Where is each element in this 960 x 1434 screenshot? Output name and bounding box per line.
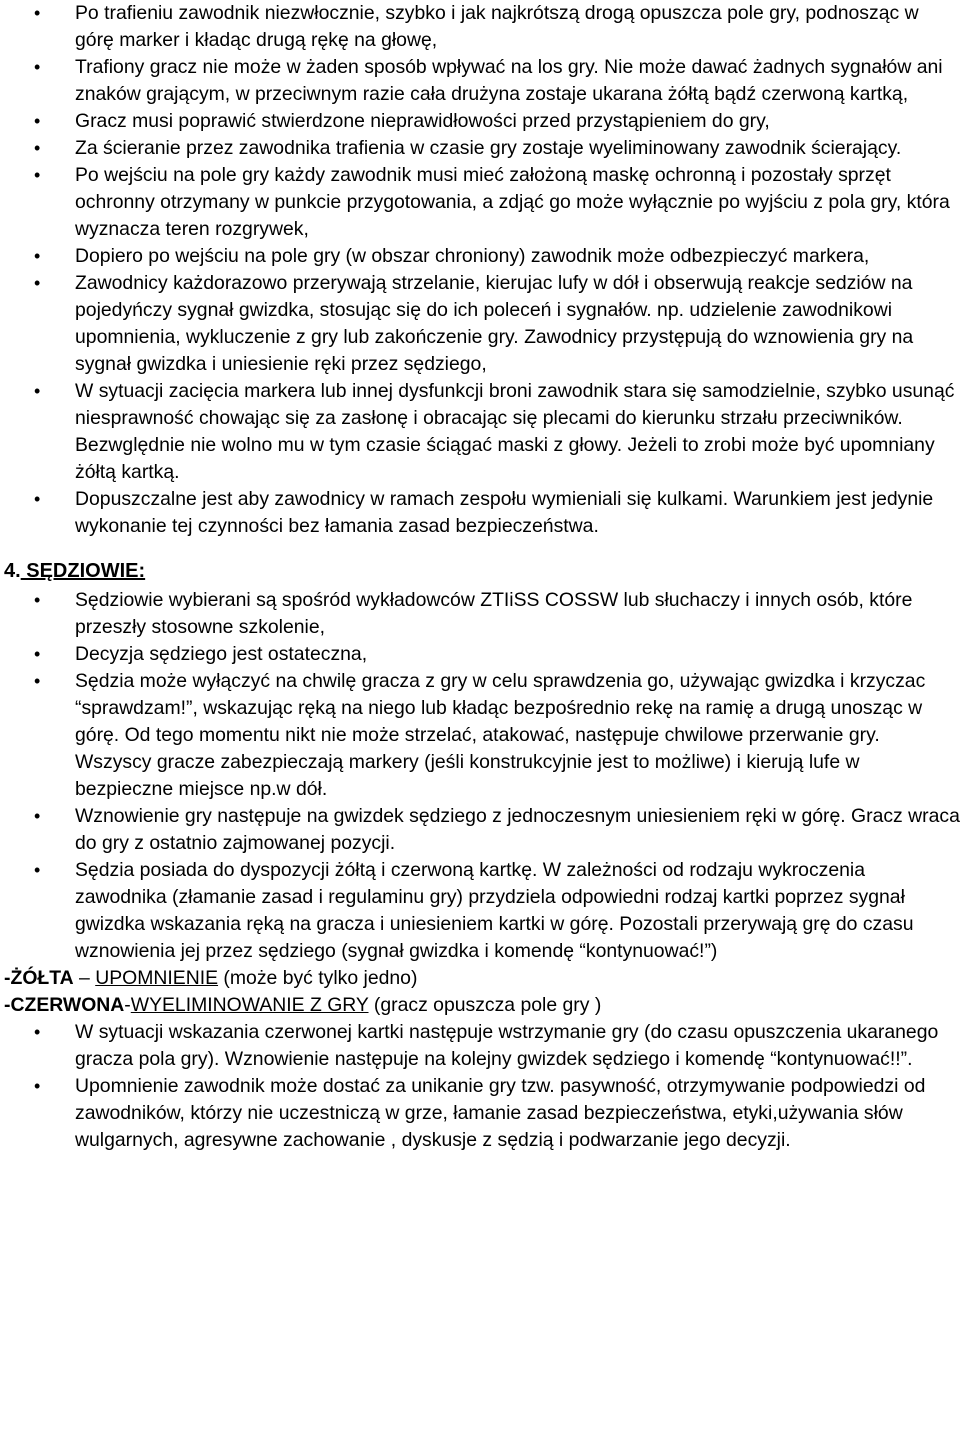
red-card-meaning: WYELIMINOWANIE Z GRY: [130, 994, 369, 1016]
list-item: • Po trafieniu zawodnik niezwłocznie, szybko i jak najkrótszą drogą opuszcza pole gry, podnosząc w górę marker i kładąc drugą rękę na głowę,: [0, 0, 960, 54]
section-heading: [4, 558, 960, 584]
referee-rules-list: [0, 587, 960, 965]
red-card-label: CZERWONA: [10, 994, 125, 1016]
list-item: • Sędziowie wybierani są spośród wykładowców ZTIiSS COSSW lub słuchaczy i innych osób, które przeszły stosowne szkolenie,: [0, 587, 960, 641]
list-item: • Trafiony gracz nie może w żaden sposób wpływać na los gry. Nie może dawać żadnych sygnałów ani znaków grającym, w przeciwnym razie cała drużyna zostaje ukarana żółtą bądź czerwoną kartką,: [0, 54, 960, 108]
yellow-card-line: [4, 965, 960, 992]
section-title: SĘDZIOWIE:: [20, 560, 146, 582]
section-number: 4.: [4, 560, 21, 582]
list-item: • Wznowienie gry następuje na gwizdek sędziego z jednoczesnym uniesieniem ręki w górę. Gracz wraca do gry z ostatnio zajmowanej pozycji.: [0, 803, 960, 857]
list-item: • Zawodnicy każdorazowo przerywają strzelanie, kierujac lufy w dół i obserwują reakcje sedziów na pojedyńczy sygnał gwizdka, stosując się do ich poleceń i sygnałów. np. udzielenie zawodnikowi upomnienia, wykluczenie z gry lub zakończenie gry. Zawodnicy przystępują do wznowienia gry na sygnał gwizdka i uniesienie ręki przez sędziego,: [0, 270, 960, 378]
yellow-card-label: ŻÓŁTA: [10, 967, 74, 989]
list-item: • Sędzia posiada do dyspozycji żółtą i czerwoną kartkę. W zależności od rodzaju wykroczenia zawodnika (złamanie zasad i regulaminu gry) przydziela odpowiedni rodzaj kartki poprzez sygnał gwizdka wskazania ręką na gracza i uniesieniem kartki w górę. Pozostali przerywają grę do czasu wznowienia jej przez sędziego (sygnał gwizdka i komendę “kontynuować!”): [0, 857, 960, 965]
list-item: • W sytuacji zacięcia markera lub innej dysfunkcji broni zawodnik stara się samodzielnie, szybko usunąć niesprawność chowając się za zasłonę i obracając się plecami do kierunku strzału przeciwników. Bezwględnie nie wolno mu w tym czasie ściągać maski z głowy. Jeżeli to zrobi może być upomniany żółtą kartką.: [0, 378, 960, 486]
red-prefix: -: [4, 994, 11, 1016]
list-item: • Dopuszczalne jest aby zawodnicy w ramach zespołu wymieniali się kulkami. Warunkiem jest jedynie wykonanie tej czynności bez łamania zasad bezpieczeństwa.: [0, 486, 960, 540]
list-item: • Po wejściu na pole gry każdy zawodnik musi mieć założoną maskę ochronną i pozostały sprzęt ochronny otrzymany w punkcie przygotowania, a zdjąć go może wyłącznie po wyjściu z pola gry, która wyznacza teren rozgrywek,: [0, 162, 960, 243]
list-item: • Dopiero po wejściu na pole gry (w obszar chroniony) zawodnik może odbezpieczyć markera,: [0, 243, 960, 270]
list-item: • Upomnienie zawodnik może dostać za unikanie gry tzw. pasywność, otrzymywanie podpowiedzi od zawodników, którzy nie uczestniczą w grze, łamanie zasad bezpieczeństwa, etyki,używania słów wulgarnych, agresywne zachowanie , dyskusje z sędzią i podwarzanie jego decyzji.: [0, 1073, 960, 1154]
yellow-card-note: (może być tylko jedno): [218, 967, 418, 989]
list-item: • W sytuacji wskazania czerwonej kartki następuje wstrzymanie gry (do czasu opuszczenia ukaranego gracza pola gry). Wznowienie następuje na kolejny gwizdek sędziego i komendę “kontynuować!!”.: [0, 1019, 960, 1073]
list-item: • Decyzja sędziego jest ostateczna,: [0, 641, 960, 668]
red-card-line: [4, 992, 960, 1019]
red-dash: -: [124, 994, 131, 1016]
yellow-prefix: -: [4, 967, 11, 989]
yellow-dash: –: [73, 967, 96, 989]
player-rules-list: [0, 0, 960, 540]
list-item: • Gracz musi poprawić stwierdzone nieprawidłowości przed przystąpieniem do gry,: [0, 108, 960, 135]
card-rules-list: [0, 1019, 960, 1154]
yellow-card-meaning: UPOMNIENIE: [95, 967, 219, 989]
red-card-note: (gracz opuszcza pole gry ): [368, 994, 602, 1016]
list-item: • Za ścieranie przez zawodnika trafienia w czasie gry zostaje wyeliminowany zawodnik ścierający.: [0, 135, 960, 162]
list-item: • Sędzia może wyłączyć na chwilę gracza z gry w celu sprawdzenia go, używając gwizdka i krzyczac “sprawdzam!”, wskazując ręką na niego lub kładąc bezpośrednio rekę na ramię a drugą unosząc w górę. Od tego momentu nikt nie może strzelać, atakować, następuje chwilowe przerwanie gry. Wszyscy gracze zabezpieczają markery (jeśli konstrukcyjnie jest to możliwe) i kierują lufe w bezpieczne miejsce np.w dół.: [0, 668, 960, 803]
